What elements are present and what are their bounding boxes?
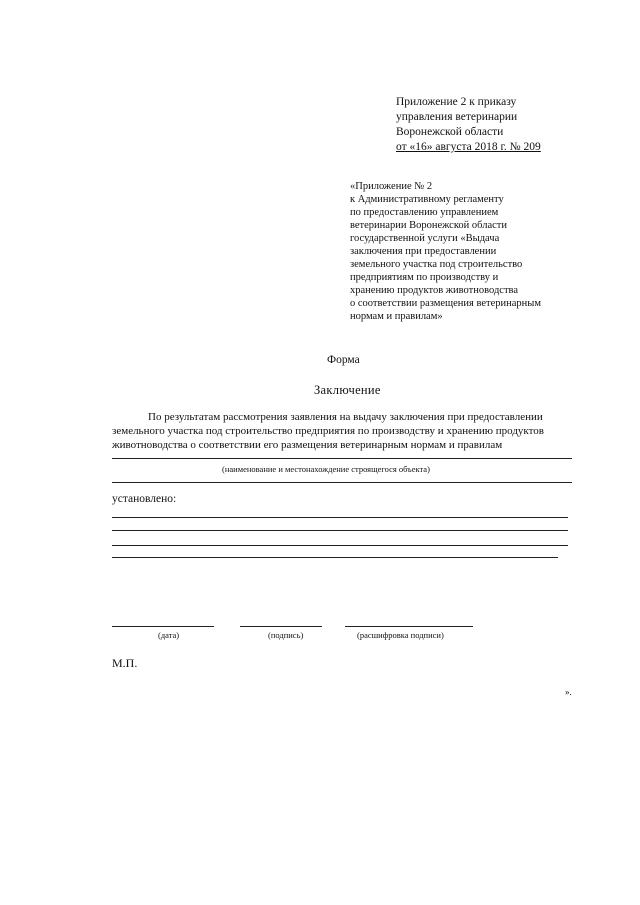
signature-caption: (подпись) [268,630,304,640]
intro-line: По результатам рассмотрения заявления на выдачу заключения при предоставлении [148,411,543,423]
appendix-line-3: Воронежской области [396,126,504,138]
regulation-line: хранению продуктов животноводства [350,285,519,296]
decode-caption: (расшифровка подписи) [357,630,444,640]
appendix-line-4-order-date: от «16» августа 2018 г. № 209 [396,141,541,153]
intro-line: животноводства о соответствии его размещения ветеринарным нормам и правилам [112,439,503,451]
regulation-line: земельного участка под строительство [350,259,523,270]
findings-line [112,517,568,518]
object-name-line-2 [112,482,572,483]
regulation-line: нормам и правилам» [350,311,443,322]
regulation-line: о соответствии размещения ветеринарным [350,298,542,309]
regulation-line: заключения при предоставлении [350,246,497,257]
findings-line [112,530,568,531]
regulation-header [350,180,541,323]
object-caption: (наименование и местонахождение строящегося объекта) [222,464,430,474]
regulation-line: к Административному регламенту [350,194,504,205]
regulation-line: «Приложение № 2 [350,181,433,192]
regulation-line: по предоставлению управлением [350,207,499,218]
document-title: Заключение [314,383,381,397]
intro-paragraph [112,410,582,452]
signature-line [240,626,322,627]
findings-line [112,557,558,558]
object-name-line [112,458,572,459]
appendix-line-2: управления ветеринарии [396,111,518,123]
appendix-header [396,95,541,155]
form-label: Форма [327,354,360,366]
stamp-label: М.П. [112,656,138,670]
regulation-line: государственной услуги «Выдача [350,233,500,244]
closing-mark: ». [565,687,572,697]
regulation-line: ветеринарии Воронежской области [350,220,507,231]
decode-line [345,626,473,627]
findings-line [112,545,568,546]
date-caption: (дата) [158,630,180,640]
established-label: установлено: [112,493,177,505]
regulation-line: предприятиям по производству и [350,272,499,283]
appendix-line-1: Приложение 2 к приказу [396,96,517,108]
date-line [112,626,214,627]
intro-line: земельного участка под строительство предприятия по производству и хранению продуктов [112,425,544,437]
